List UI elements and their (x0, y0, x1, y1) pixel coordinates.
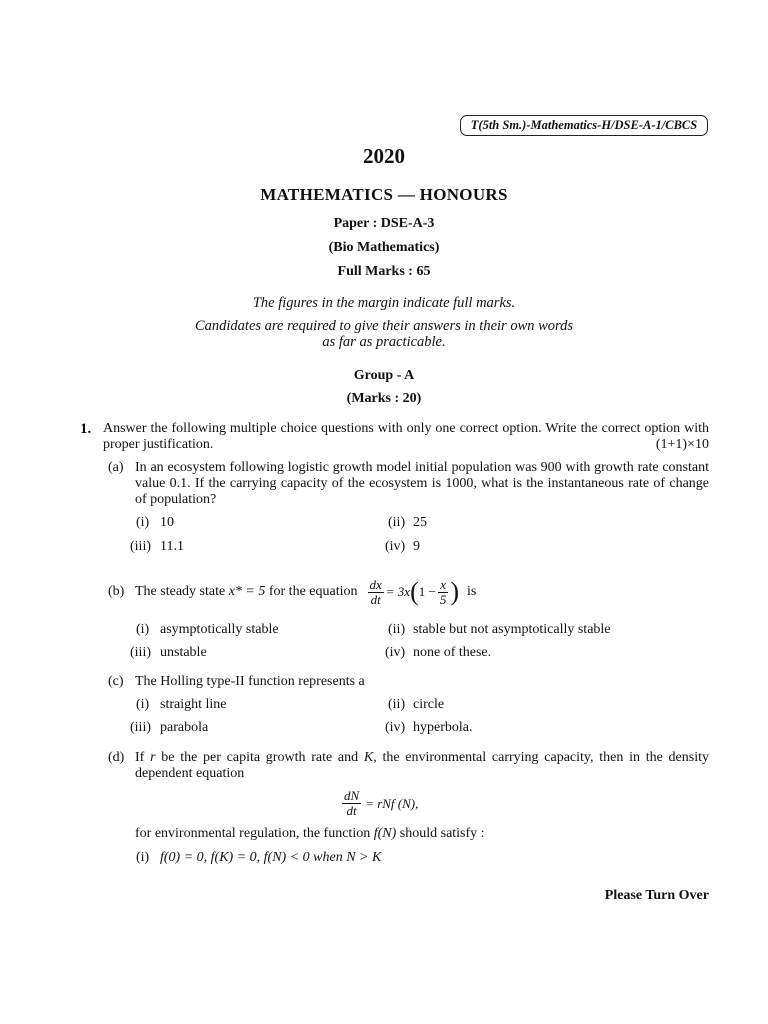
option-num: (iii) (130, 645, 151, 660)
fraction-numerator: dN (344, 788, 360, 803)
equation-one-minus: 1 − (418, 584, 436, 599)
option-text: asymptotically stable (160, 622, 279, 637)
option-num: (i) (136, 850, 150, 865)
fraction-x-5 (438, 578, 449, 607)
subq-b-text-mid: for the equation (265, 584, 358, 599)
option-num: (i) (136, 515, 150, 530)
subq-b-label: (b) (108, 584, 125, 599)
option-num: (i) (136, 697, 150, 712)
group-title: Group - A (353, 368, 415, 383)
text-segment: should satisfy : (396, 826, 485, 841)
text-segment: , the environmental carrying capacity, then in the density dependent equation (135, 750, 709, 781)
please-turn-over: Please Turn Over (604, 888, 709, 903)
full-marks: Full Marks : 65 (337, 264, 431, 279)
option-text: 25 (413, 515, 427, 530)
option-text: 10 (160, 515, 174, 530)
equation-rhs: = 3x (385, 584, 411, 599)
paper-label: Paper : DSE-A-3 (333, 216, 435, 231)
symbol-fN: f(N) (373, 826, 397, 841)
option-num: (iv) (385, 645, 406, 660)
fraction-numerator: dx (369, 576, 382, 592)
question-text: Answer the following multiple choice questions with only one correct option. Write the correct option with proper justification. (103, 421, 709, 452)
option-text: hyperbola. (413, 720, 473, 735)
instruction-line-3: as far as practicable. (322, 334, 446, 350)
subq-c-text: The Holling type-II function represents a (135, 674, 365, 689)
symbol-r: r (150, 750, 156, 765)
option-num: (ii) (388, 622, 406, 637)
subq-a-label: (a) (108, 460, 124, 475)
question-marks: (1+1)×10 (655, 437, 709, 452)
option-text: 9 (413, 539, 420, 554)
subq-d-text (135, 750, 709, 782)
subq-c-label: (c) (108, 674, 124, 689)
subq-b-text (135, 570, 476, 614)
exam-title: MATHEMATICS — HONOURS (260, 185, 508, 204)
equation-rhs: = rNf (N), (365, 795, 419, 811)
subq-d-label: (d) (108, 750, 125, 765)
option-text: straight line (160, 697, 227, 712)
paper-code: T(5th Sm.)-Mathematics-H/DSE-A-1/CBCS (470, 118, 698, 132)
fraction-dN-dt (342, 789, 361, 818)
subq-b-text-post: is (467, 584, 477, 599)
fraction-dx-dt (368, 578, 384, 607)
option-num: (iv) (385, 720, 406, 735)
subject-label: (Bio Mathematics) (328, 240, 440, 255)
option-num: (ii) (388, 515, 406, 530)
option-text: unstable (160, 645, 207, 660)
density-equation (340, 789, 418, 818)
symbol-K: K (363, 750, 374, 765)
text-segment: be the per capita growth rate and (155, 750, 364, 765)
group-marks: (Marks : 20) (346, 391, 422, 406)
instruction-line-2: Candidates are required to give their answers in their own words (194, 318, 574, 334)
instruction-line-1: The figures in the margin indicate full marks. (252, 295, 516, 311)
option-num: (i) (136, 622, 150, 637)
option-text: none of these. (413, 645, 492, 660)
subq-d-text-2 (135, 826, 485, 842)
option-text: parabola (160, 720, 209, 735)
option-text: circle (413, 697, 445, 712)
option-num: (iii) (130, 539, 151, 554)
option-text: 11.1 (160, 539, 184, 554)
option-text: stable but not asymptotically stable (413, 622, 611, 637)
fraction-numerator: x (440, 576, 446, 592)
left-paren: ( (410, 577, 419, 606)
exam-year: 2020 (363, 144, 405, 168)
text-segment: for environmental regulation, the function (135, 826, 374, 841)
question-number: 1. (80, 421, 92, 437)
fraction-denominator: dt (370, 591, 381, 607)
paper-code-box (460, 115, 708, 136)
option-num: (iii) (130, 720, 151, 735)
option-text: f(0) = 0, f(K) = 0, f(N) < 0 when N > K (160, 850, 382, 865)
text-segment: If (135, 750, 151, 765)
fraction-denominator: dt (346, 803, 357, 818)
steady-state-value: x* = 5 (228, 584, 266, 599)
option-num: (iv) (385, 539, 406, 554)
fraction-denominator: 5 (439, 591, 447, 607)
option-num: (ii) (388, 697, 406, 712)
subq-b-text-pre: The steady state (135, 584, 229, 599)
right-paren: ) (450, 577, 460, 606)
subq-a-text: In an ecosystem following logistic growth model initial population was 900 with growth rate constant value 0.1. If the carrying capacity of the ecosystem is 1000, what is the instantaneous rate of change of population? (135, 460, 709, 507)
